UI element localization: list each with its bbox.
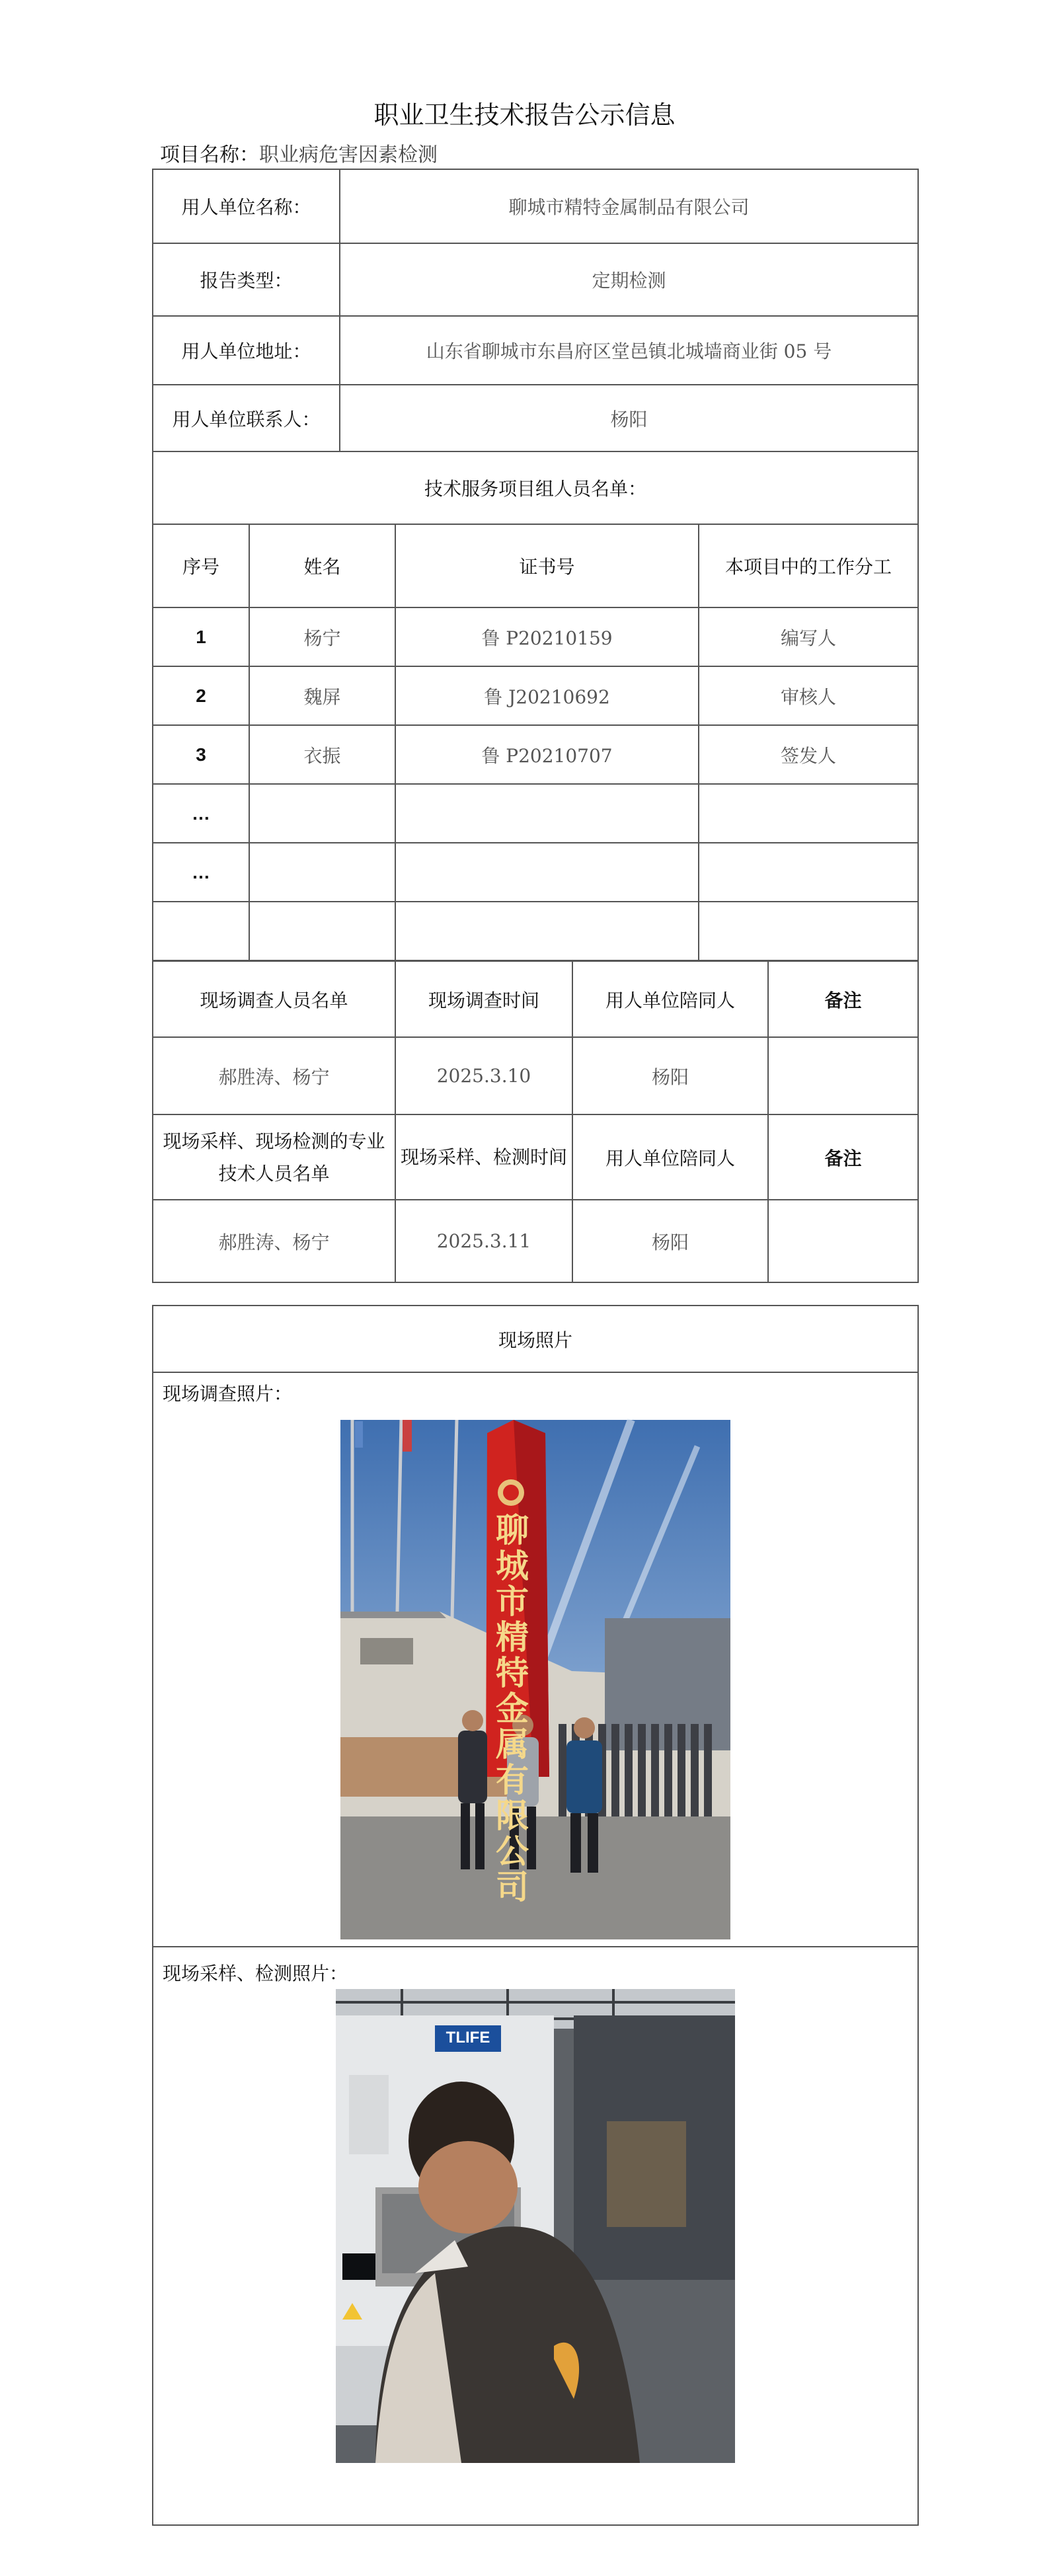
row-name: 杨宁: [249, 607, 395, 666]
team-heading: 技术服务项目组人员名单：: [153, 451, 918, 524]
project-value: 职业病危害因素检测: [259, 143, 438, 167]
survey-time: 2025.3.10: [395, 1037, 572, 1114]
photo-heading-row: [153, 1306, 918, 1372]
page-title: 职业卫生技术报告公示信息: [373, 100, 676, 130]
project-label: 项目名称：: [160, 143, 259, 167]
row-role: [699, 843, 918, 902]
employer-value: 聊城市精特金属制品有限公司: [340, 169, 918, 243]
row-index: …: [153, 784, 249, 843]
survey-staff: 郝胜涛、杨宁: [153, 1037, 395, 1114]
survey-escort: 杨阳: [572, 1037, 768, 1114]
sampling-header-row: [153, 1114, 918, 1200]
table-row: [153, 784, 918, 843]
row-index: 1: [153, 607, 249, 666]
row-cert: 鲁 P20210707: [395, 725, 699, 784]
employer-label: 用人单位名称：: [153, 169, 340, 243]
table-row: [153, 843, 918, 902]
row-index: …: [153, 843, 249, 902]
sign-text: 聊城市精特金属有限公司: [496, 1511, 529, 1906]
team-header-row: [153, 524, 918, 607]
sampling-photo-image: [336, 1989, 735, 2463]
report-type-value: 定期检测: [340, 243, 918, 316]
row-name: [249, 902, 395, 960]
row-cert: 鲁 P20210159: [395, 607, 699, 666]
survey-time-header: 现场调查时间: [395, 961, 572, 1037]
sampling-photo: [336, 1989, 735, 2463]
sampling-time: 2025.3.11: [395, 1200, 572, 1282]
info-table: [152, 169, 919, 452]
survey-photo-label: 现场调查照片：: [153, 1372, 918, 1947]
survey-remark: [768, 1037, 918, 1114]
survey-staff-header: 现场调查人员名单: [153, 961, 395, 1037]
row-role: 审核人: [699, 666, 918, 725]
machine-brand: TLIFE: [446, 2029, 490, 2047]
row-name: 衣振: [249, 725, 395, 784]
row-role: [699, 784, 918, 843]
row-role: [699, 902, 918, 960]
sampling-photo-label: 现场采样、检测照片：: [153, 1947, 918, 2525]
table-row: [153, 666, 918, 725]
row-cert: [395, 843, 699, 902]
contact-value: 杨阳: [340, 385, 918, 451]
survey-photo-image: [340, 1420, 730, 1939]
sampling-escort: 杨阳: [572, 1200, 768, 1282]
row-role: 签发人: [699, 725, 918, 784]
col-header-index: 序号: [153, 524, 249, 607]
info-row-contact: [153, 385, 918, 451]
col-header-cert: 证书号: [395, 524, 699, 607]
col-header-name: 姓名: [249, 524, 395, 607]
report-type-label: 报告类型：: [153, 243, 340, 316]
row-cert: [395, 784, 699, 843]
row-name: [249, 784, 395, 843]
info-row-address: [153, 316, 918, 385]
survey-remark-header: 备注: [768, 961, 918, 1037]
row-name: 魏屏: [249, 666, 395, 725]
survey-photo: [340, 1420, 730, 1939]
row-cert: 鲁 J20210692: [395, 666, 699, 725]
row-name: [249, 843, 395, 902]
survey-escort-header: 用人单位陪同人: [572, 961, 768, 1037]
field-table: [152, 960, 919, 1283]
photo-heading: 现场照片: [153, 1306, 918, 1372]
table-row: [153, 902, 918, 960]
team-heading-row: [153, 451, 918, 524]
team-table: [152, 451, 919, 961]
sampling-remark-header: 备注: [768, 1114, 918, 1200]
row-cert: [395, 902, 699, 960]
sampling-staff-header: 现场采样、现场检测的专业技术人员名单: [153, 1114, 395, 1200]
row-index: 2: [153, 666, 249, 725]
address-label: 用人单位地址：: [153, 316, 340, 385]
project-line: [160, 138, 438, 167]
table-row: [153, 607, 918, 666]
sampling-escort-header: 用人单位陪同人: [572, 1114, 768, 1200]
info-row-report-type: [153, 243, 918, 316]
row-index: [153, 902, 249, 960]
contact-label: 用人单位联系人：: [153, 385, 340, 451]
info-row-employer: [153, 169, 918, 243]
sampling-staff: 郝胜涛、杨宁: [153, 1200, 395, 1282]
row-index: 3: [153, 725, 249, 784]
survey-header-row: [153, 961, 918, 1037]
sampling-data-row: [153, 1200, 918, 1282]
table-row: [153, 725, 918, 784]
address-value: 山东省聊城市东昌府区堂邑镇北城墙商业街 05 号: [340, 316, 918, 385]
row-role: 编写人: [699, 607, 918, 666]
sampling-remark: [768, 1200, 918, 1282]
sampling-time-header: 现场采样、检测时间: [395, 1114, 572, 1200]
col-header-role: 本项目中的工作分工: [699, 524, 918, 607]
survey-data-row: [153, 1037, 918, 1114]
